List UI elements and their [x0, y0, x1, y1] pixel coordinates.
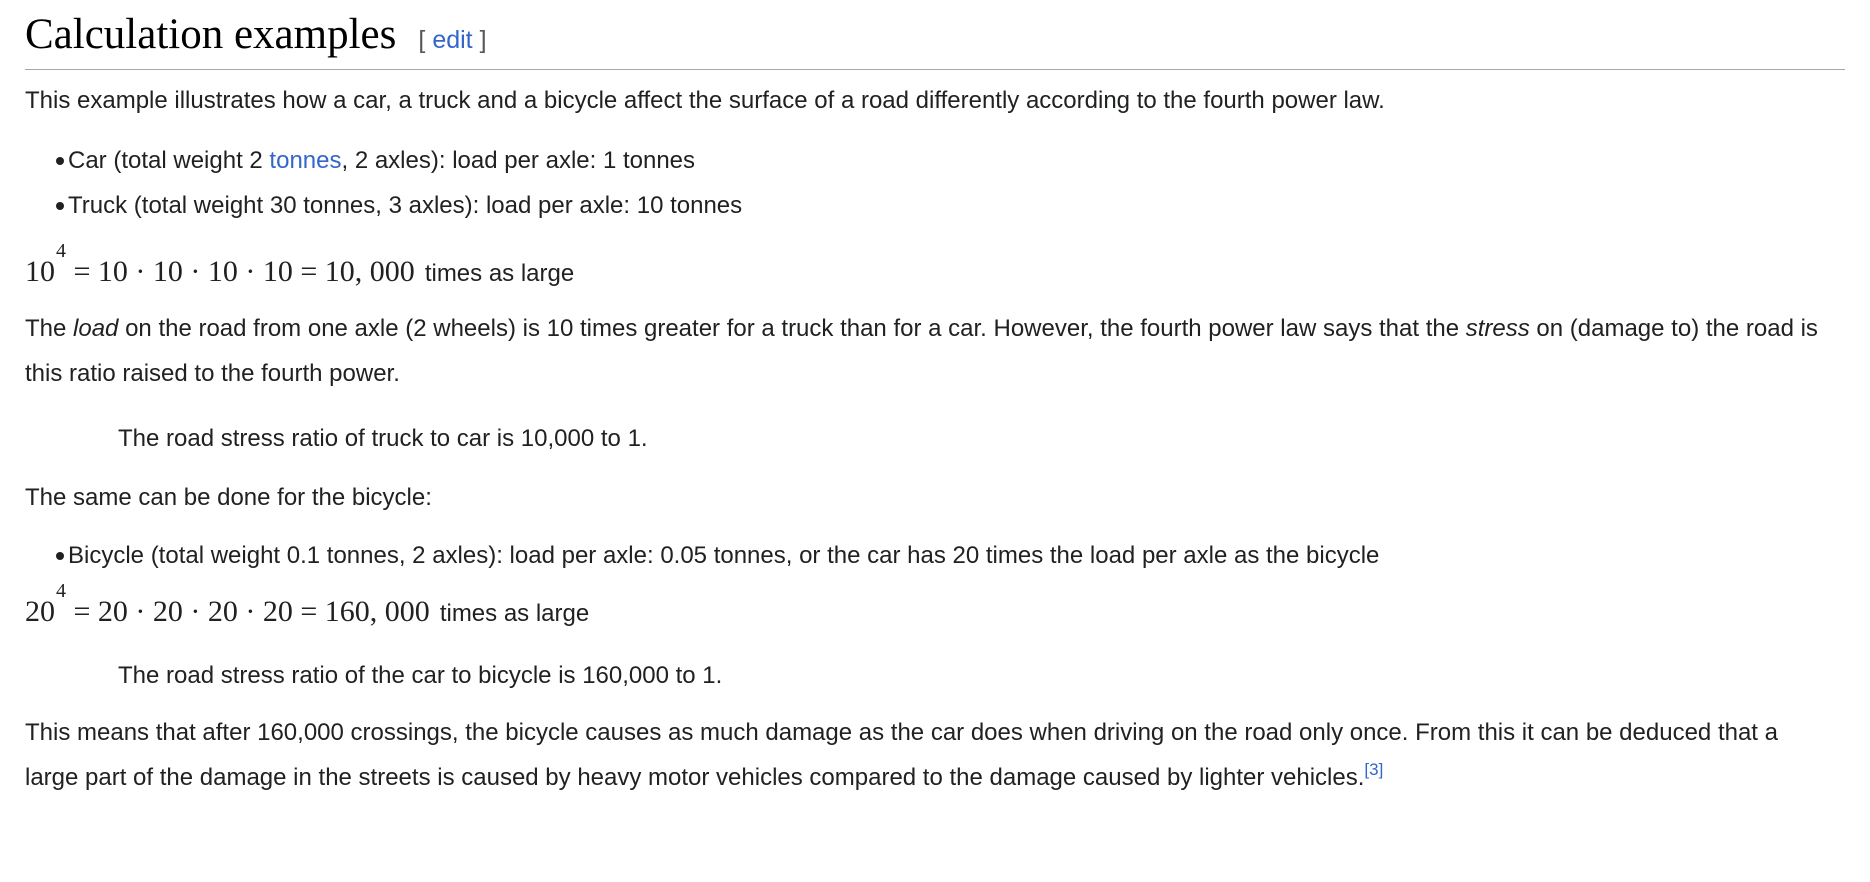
stress-emphasis: stress	[1465, 314, 1530, 342]
truck-item-text: Truck (total weight 30 tonnes, 3 axles): load per axle: 10 tonnes	[68, 191, 743, 219]
edit-link[interactable]: edit	[432, 26, 473, 54]
section-heading	[25, 0, 1845, 70]
tonnes-link[interactable]: tonnes	[269, 146, 342, 174]
load-emphasis: load	[73, 314, 119, 342]
bicycle-ratio-note-block	[25, 653, 1820, 698]
car-item-text-after: , 2 axles): load per axle: 1 tonnes	[341, 146, 696, 174]
stress-paragraph	[25, 306, 1820, 396]
stress-text-2: on the road from one axle (2 wheels) is 10 times greater for a truck than for a car. However, the fourth power law says that the	[118, 314, 1466, 342]
formula-base: 20	[25, 594, 55, 628]
list-item-car	[25, 138, 1820, 183]
formula-expansion: = 20 · 20 · 20 · 20 = 160, 000	[66, 594, 430, 628]
list-item-bicycle	[25, 533, 1820, 578]
bullet-icon	[56, 552, 64, 560]
stress-text-3: on (damage to) the road is this ratio raised to the fourth power.	[25, 314, 1818, 387]
reference-superscript	[1364, 760, 1383, 779]
section-title: Calculation examples	[25, 11, 397, 58]
bicycle-intro-paragraph: The same can be done for the bicycle:	[25, 483, 432, 511]
edit-section	[418, 26, 486, 54]
truck-power-formula	[25, 239, 1820, 298]
formula-base: 10	[25, 254, 55, 288]
bullet-icon	[56, 157, 64, 165]
bicycle-list	[25, 533, 1820, 578]
conclusion-paragraph	[25, 710, 1820, 800]
formula-suffix: times as large	[439, 599, 590, 627]
bicycle-item-text: Bicycle (total weight 0.1 tonnes, 2 axles): load per axle: 0.05 tonnes, or the car has 20 times the load per axle as the bicycle	[68, 541, 1380, 569]
formula-exponent: 4	[56, 239, 66, 262]
intro-paragraph: This example illustrates how a car, a truck and a bicycle affect the surface of a road differently according to the fourth power law.	[25, 86, 1385, 114]
edit-bracket-open: [	[418, 26, 426, 54]
formula-exponent: 4	[56, 579, 66, 602]
conclusion-text: This means that after 160,000 crossings, the bicycle causes as much damage as the car does when driving on the road only once. From this it can be deduced that a large part of the damage in the streets is caused by heavy motor vehicles compared to the damage caused by lighter vehicles.	[25, 718, 1778, 791]
bullet-icon	[56, 202, 64, 210]
vehicle-list	[25, 138, 1820, 228]
truck-ratio-note-block	[25, 416, 1820, 461]
list-item-truck	[25, 183, 1820, 228]
stress-text-1: The	[25, 314, 74, 342]
reference-link-3[interactable]: [3]	[1364, 759, 1384, 779]
bicycle-ratio-note: The road stress ratio of the car to bicycle is 160,000 to 1.	[118, 661, 723, 689]
edit-bracket-close: ]	[479, 26, 487, 54]
bicycle-power-formula	[25, 579, 1820, 638]
truck-ratio-note: The road stress ratio of truck to car is 10,000 to 1.	[118, 424, 648, 452]
car-item-text-before: Car (total weight 2	[68, 146, 270, 174]
formula-suffix: times as large	[424, 259, 575, 287]
formula-expansion: = 10 · 10 · 10 · 10 = 10, 000	[66, 254, 415, 288]
